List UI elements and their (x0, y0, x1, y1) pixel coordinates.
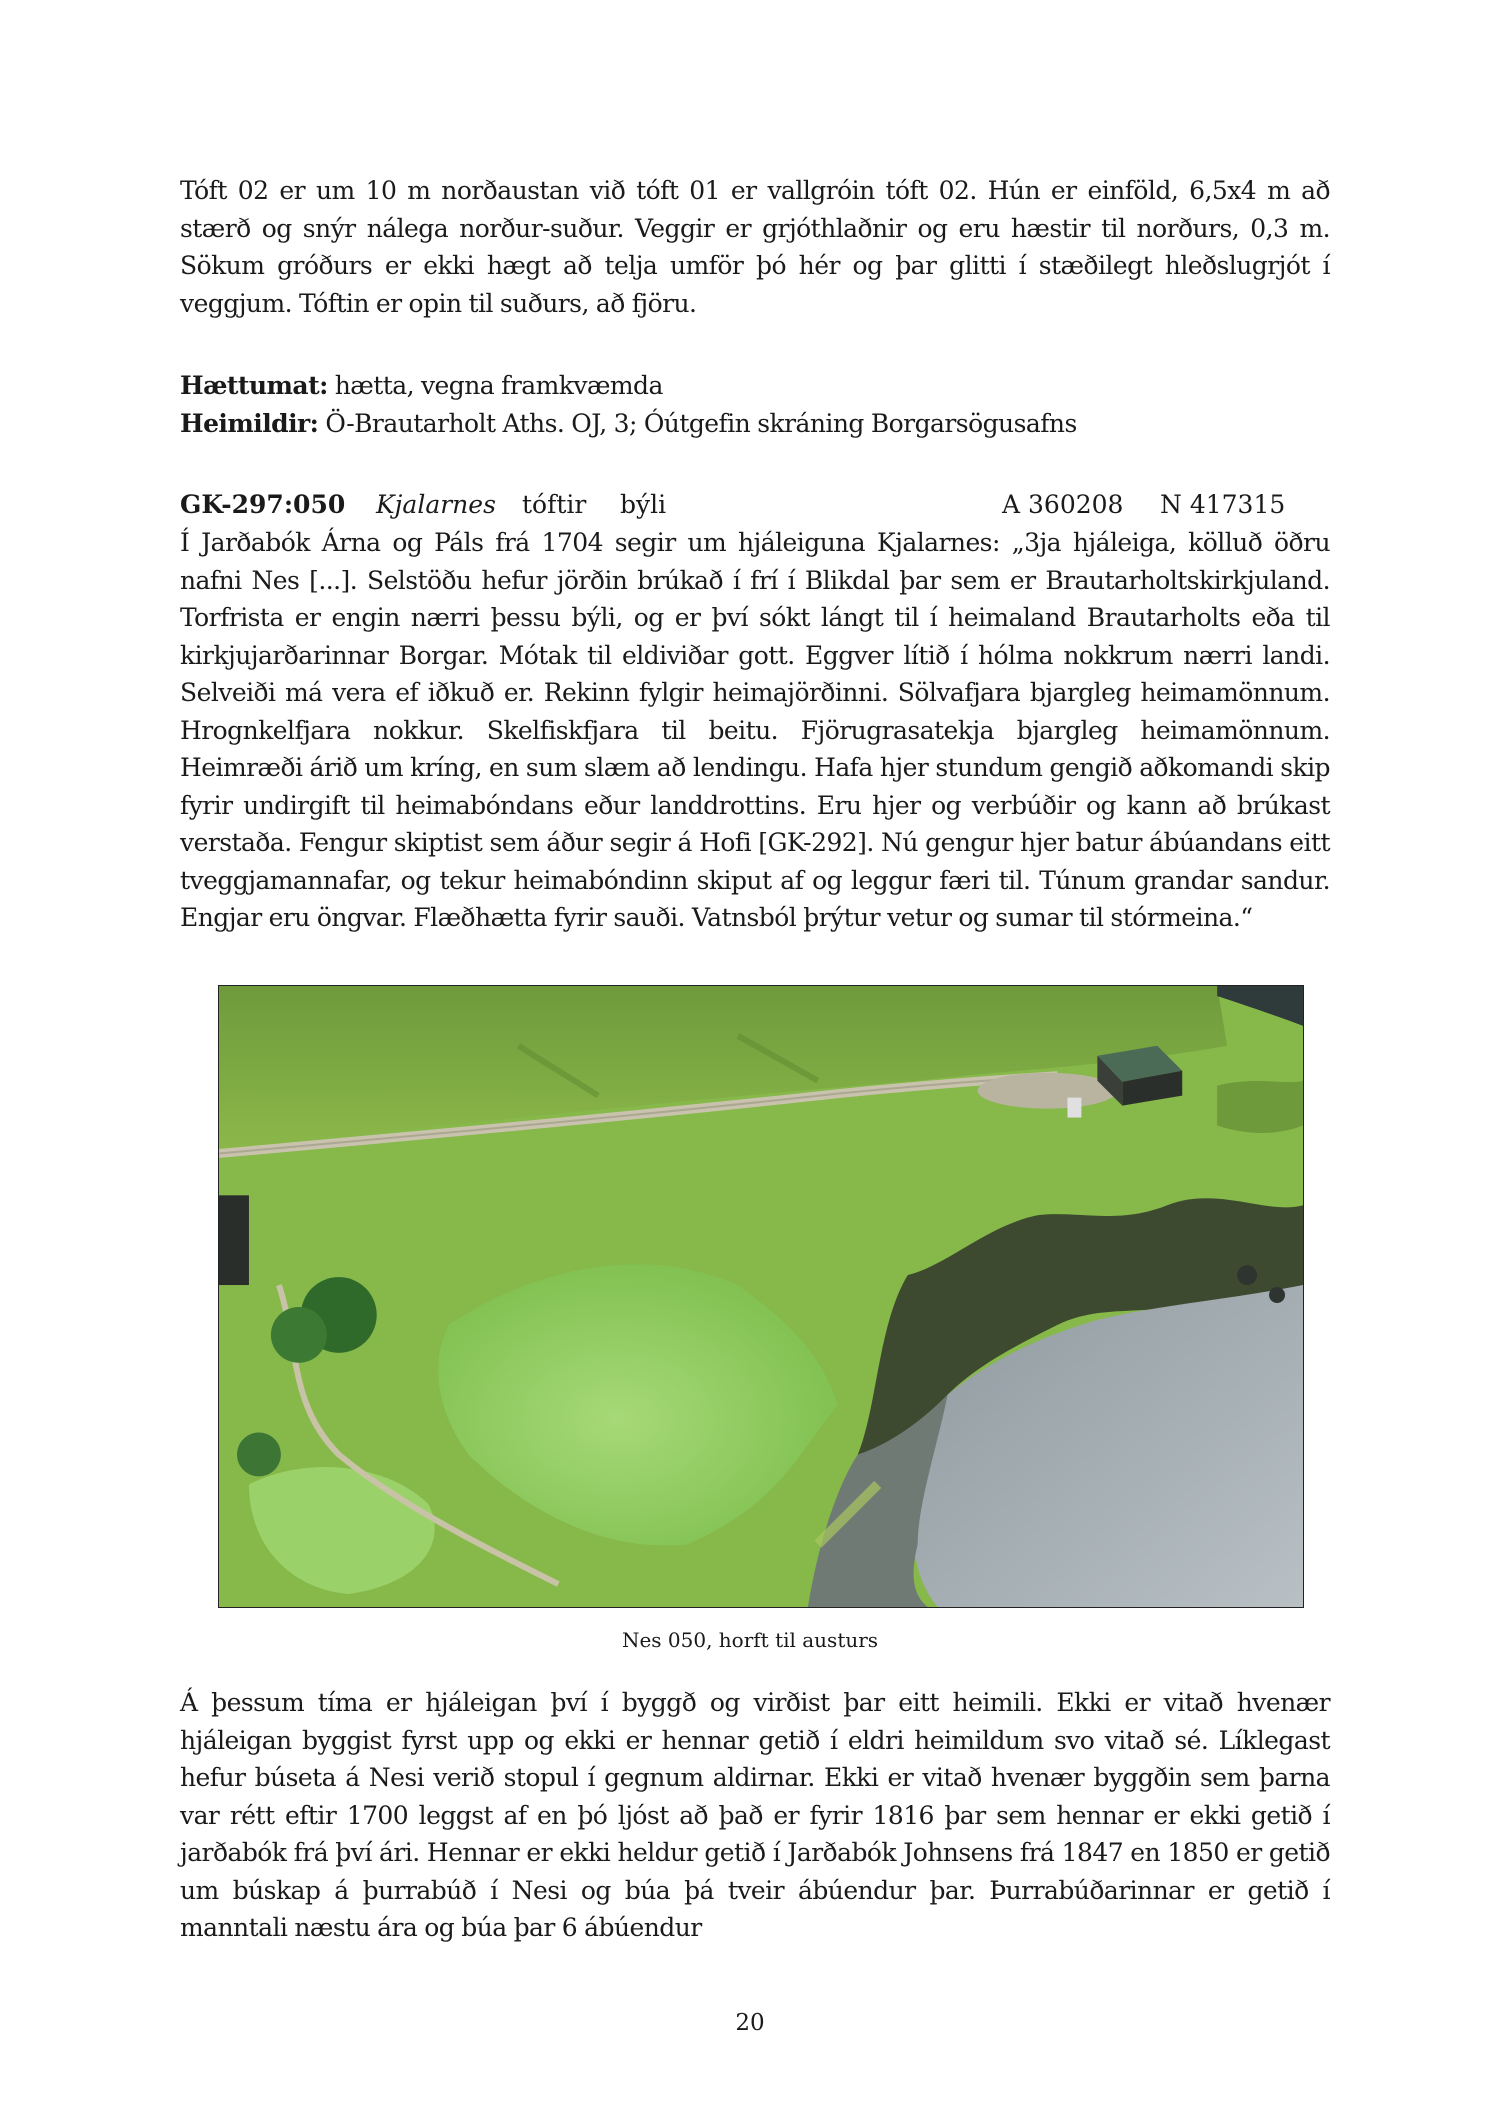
entry-name: Kjalarnes (376, 490, 496, 519)
sources-label: Heimildir: (180, 408, 319, 438)
page-number: 20 (735, 2010, 765, 2036)
photo-caption: Nes 050, horft til austurs (621, 1628, 879, 1652)
coordinate-a: A 360208 (1002, 490, 1124, 519)
metadata-block (180, 367, 1330, 442)
hazard-value: hætta, vegna framkvæmda (327, 371, 663, 400)
sources-line (180, 405, 1330, 443)
hazard-line (180, 367, 1330, 405)
aerial-photo-illustration (219, 986, 1303, 1607)
entry-type-ruins: tóftir (522, 490, 587, 519)
paragraph-history: Á þessum tíma er hjáleigan því í byggð og virðist þar eitt heimili. Ekki er vitað hvenær hjáleigan byggist fyrst upp og ekki er hennar getið í eldri heimildum svo vitað sé. Líklegast hefur búseta á Nesi verið stopul í gegnum aldirnar. Ekki er vitað hvenær byggðin sem þarna var rétt eftir 1700 leggst af en þó ljóst að það er fyrir 1816 þar sem hennar er ekki getið í jarðabók frá því ári. Hennar er ekki heldur getið í Jarðabók Johnsens frá 1847 en 1850 er getið um búskap á þurrabúð í Nesi og búa þá tveir ábúendur þar. Þurrabúðarinnar er getið í manntali næstu ára og búa þar 6 ábúendur (180, 1688, 1330, 1942)
entry-id: GK-297:050 (180, 490, 346, 519)
aerial-photo (218, 985, 1304, 1608)
hazard-label: Hættumat: (180, 371, 328, 400)
sources-value: Ö-Brautarholt Aths. OJ, 3; Óútgefin skráning Borgarsögusafns (318, 408, 1077, 438)
entry-type-farm: býli (620, 490, 667, 519)
paragraph-ruin-02: Tóft 02 er um 10 m norðaustan við tóft 01 er vallgróin tóft 02. Hún er einföld, 6,5x4 m að stærð og snýr nálega norður-suður. Veggir er grjóthlaðnir og eru hæstir til norðurs, 0,3 m. Sökum gróðurs er ekki hægt að telja umför þó hér og þar glitti í stæðilegt hleðslugrjót í veggjum. Tóftin er opin til suðurs, að fjöru. (180, 176, 1330, 318)
paragraph-jardabok-quote: Í Jarðabók Árna og Páls frá 1704 segir um hjáleiguna Kjalarnes: „3ja hjáleiga, kölluð öðru nafni Nes [...]. Selstöðu hefur jörðin brúkað í frí í Blikdal þar sem er Brautarholtskirkjuland. Torfrista er engin nærri þessu býli, og er því sókt lángt til í heimaland Brautarholts eða til kirkjujarðarinnar Borgar. Mótak til eldiviðar gott. Eggver lítið í hólma nokkrum nærri landi. Selveiði má vera ef iðkuð er. Rekinn fylgir heimajörðinni. Sölvafjara bjargleg heimamönnum. Hrognkelfjara nokkur. Skelfiskfjara til beitu. Fjörugrasatekja bjargleg heimamönnum. Heimræði árið um kríng, en sum slæm að lendingu. Hafa hjer stundum gengið aðkomandi skip fyrir undirgift til heimabóndans eður landdrottins. Eru hjer og verbúðir og kann að brúkast verstaða. Fengur skiptist sem áður segir á Hofi [GK-292]. Nú gengur hjer batur ábúandans eitt tveggjamannafar, og tekur heimabóndinn skiput af og leggur færi til. Túnum grandar sandur. Engjar eru öngvar. Flæðhætta fyrir sauði. Vatnsból þrýtur vetur og sumar til stórmeina.“ (180, 528, 1330, 932)
coordinate-n: N 417315 (1160, 490, 1286, 519)
entry-heading (180, 486, 1330, 526)
